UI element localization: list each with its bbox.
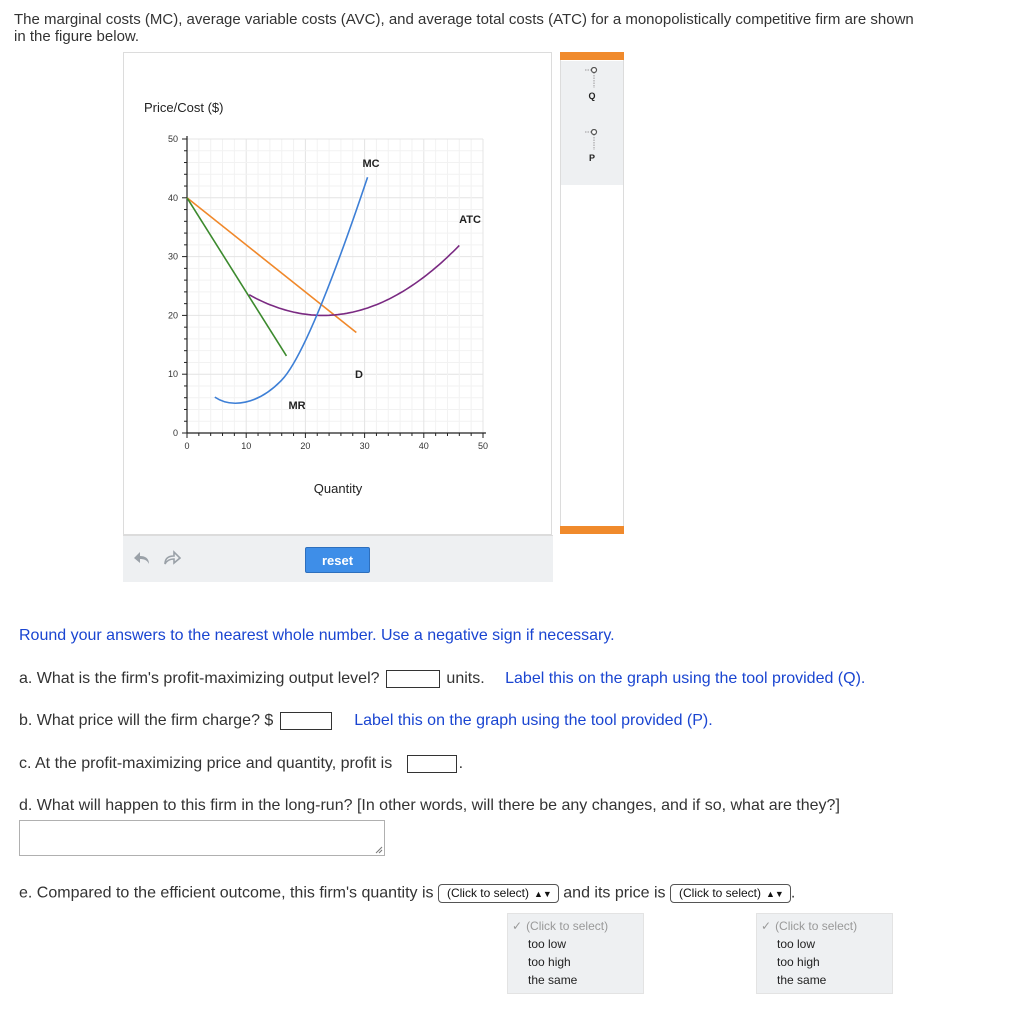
profit-input[interactable] [407,755,457,773]
question-e-text-start: e. Compared to the efficient outcome, this firm's quantity is [19,884,434,902]
quantity-comparison-select[interactable] [438,884,559,903]
select-arrows-icon: ▲▼ [533,889,552,899]
dropdown-option[interactable]: the same [528,973,578,987]
x-tick-label: 50 [477,441,489,451]
intro-line-1: The marginal costs (MC), average variable costs (AVC), and average total costs (ATC) for a monopolistically competitive firm are shown [14,11,914,28]
y-tick-label: 20 [167,310,178,321]
question-e-text-end: . [790,884,796,902]
question-b-hint: Label this on the graph using the tool provided (P). [354,712,713,730]
curves [187,177,459,403]
dropdown-option[interactable]: the same [777,973,827,987]
dropdown-option[interactable] [757,917,857,935]
price-tool-label: P [588,153,595,163]
quantity-select-dropdown [508,914,643,993]
y-tick-label: 50 [167,134,178,144]
graph-toolbox [560,52,624,534]
x-tick-label: 10 [241,441,252,451]
intro-line-2: in the figure below. [14,28,140,45]
y-tick-label: 30 [167,251,178,262]
x-tick-label: 20 [300,441,311,451]
select-arrows-icon: ▲▼ [766,889,784,899]
x-tick-label: 0 [184,441,190,451]
question-b-text: b. What price will the firm charge? $ [19,712,274,730]
atc-curve-label: ATC [459,214,481,226]
toolbox-tools [561,61,623,185]
y-tick-label: 0 [172,428,178,438]
question-a-hint: Label this on the graph using the tool provided (Q). [505,670,866,688]
axes [168,134,488,451]
question-c-end: . [458,755,464,773]
quantity-tool-label: Q [588,91,596,101]
question-a-units: units. [446,670,485,688]
question-intro [14,11,1019,45]
graph-panel[interactable] [123,52,552,535]
cost-curve-graph[interactable] [124,53,551,534]
dropdown-option[interactable]: too high [777,955,820,969]
y-tick-label: 40 [167,192,178,203]
dropdown-option-label: (Click to select) [775,919,858,933]
graph-footer [123,535,553,582]
x-tick-label: 40 [418,441,429,451]
question-e-text-mid: and its price is [563,884,666,902]
resize-grip-icon[interactable] [374,845,383,854]
reset-button[interactable]: reset [305,547,370,573]
x-axis-title: Quantity [313,481,363,496]
question-c-text: c. At the profit-maximizing price and quantity, profit is [19,755,393,773]
price-select-value: (Click to select) [678,886,761,900]
instruction-text: Round your answers to the nearest whole number. Use a negative sign if necessary. [19,627,615,644]
output-level-input[interactable] [386,670,440,688]
price-select-dropdown [757,914,892,993]
price-tool[interactable] [561,123,623,183]
mc-curve-label: MC [362,158,380,170]
check-icon: ✓ [761,919,772,933]
price-tool-icon [584,129,600,151]
redo-icon[interactable] [161,550,181,568]
quantity-tool-icon [584,67,600,89]
mr-curve-label: MR [288,400,306,412]
question-b [19,712,713,730]
dropdown-option[interactable]: too low [777,937,816,951]
d-curve-label: D [355,369,363,381]
question-e [19,884,795,903]
question-c [19,755,463,773]
question-a [19,670,865,688]
check-icon: ✓ [512,919,523,933]
undo-icon[interactable] [133,550,153,568]
dropdown-option-label: (Click to select) [526,919,609,933]
toolbox-scroll-down[interactable] [560,526,624,534]
price-comparison-select[interactable] [670,884,791,903]
question-a-text: a. What is the firm's profit-maximizing output level? [19,670,380,688]
mc-curve [215,177,368,403]
y-axis-title: Price/Cost ($) [144,100,224,115]
quantity-tool[interactable] [561,61,623,121]
grid [187,139,483,433]
toolbox-scroll-up[interactable] [560,52,624,60]
dropdown-option[interactable] [508,917,608,935]
price-input[interactable] [280,712,332,730]
question-d-text: d. What will happen to this firm in the long-run? [In other words, will there be any changes, and if so, what are they?] [19,797,840,814]
dropdown-option[interactable]: too high [528,955,571,969]
dropdown-option[interactable]: too low [528,937,567,951]
y-tick-label: 10 [167,369,178,380]
long-run-answer-textarea[interactable] [19,820,385,856]
demand-curve [187,198,356,333]
x-tick-label: 30 [359,441,370,451]
quantity-select-value: (Click to select) [446,886,529,900]
